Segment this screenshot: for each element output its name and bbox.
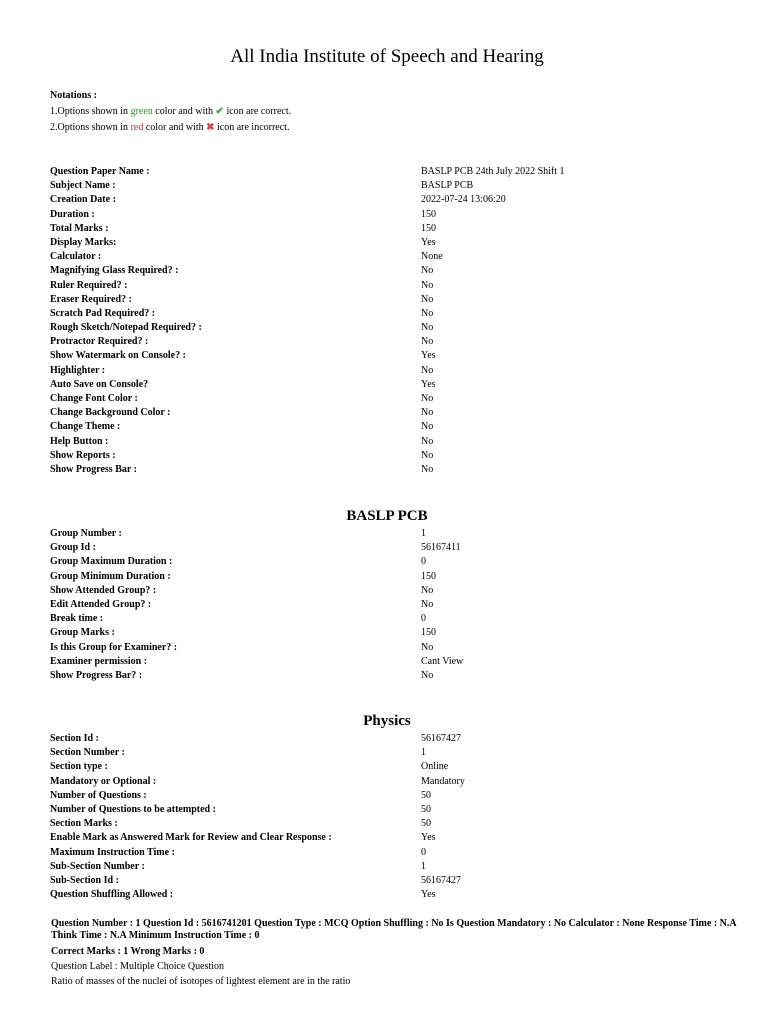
info-label: Ruler Required? : — [50, 279, 128, 291]
info-value: 1 — [421, 860, 426, 872]
info-label: Show Progress Bar? : — [50, 669, 143, 681]
info-value: No — [421, 407, 434, 419]
info-row — [50, 236, 730, 250]
info-row — [50, 775, 730, 789]
info-row — [50, 208, 730, 222]
info-value: 150 — [421, 222, 436, 234]
info-row — [50, 746, 730, 760]
info-label: Examiner permission : — [50, 655, 148, 667]
info-value: No — [421, 641, 434, 653]
info-label: Group Number : — [50, 528, 122, 539]
info-row — [50, 463, 730, 477]
info-label: Group Maximum Duration : — [50, 556, 173, 568]
info-label: Section type : — [50, 761, 108, 773]
info-label: Group Id : — [50, 542, 96, 554]
notation-text: color and with — [143, 122, 207, 133]
info-label: Change Font Color : — [50, 393, 138, 404]
info-value: 50 — [421, 818, 431, 830]
info-label: Sub-Section Number : — [50, 860, 145, 872]
info-value: 1 — [421, 747, 426, 759]
info-label: Question Paper Name : — [50, 166, 150, 177]
info-label: Total Marks : — [50, 222, 109, 234]
info-label: Show Progress Bar : — [50, 463, 137, 475]
info-value: 50 — [421, 789, 431, 801]
info-row — [50, 293, 730, 307]
info-row — [50, 449, 730, 463]
info-row — [50, 584, 730, 598]
info-row — [50, 420, 730, 434]
question-block — [51, 918, 741, 988]
info-row — [50, 555, 730, 569]
info-value: No — [421, 598, 434, 610]
info-value: 0 — [421, 846, 426, 858]
info-label: Display Marks: — [50, 236, 117, 248]
info-label: Section Id : — [50, 733, 99, 744]
info-row — [50, 789, 730, 803]
info-value: No — [421, 293, 434, 305]
info-row — [50, 264, 730, 278]
question-meta: Question Number : 1 Question Id : 5616741201 Question Type : MCQ Option Shuffling : No Is Question Mandatory : No Calculator : None Response Time : N.A Think Time : N.A Minimum Instruction Time : 0 — [51, 918, 737, 941]
info-row — [50, 888, 730, 902]
notation-text: color and with — [152, 106, 216, 117]
info-value: Yes — [421, 889, 436, 901]
info-label: Help Button : — [50, 435, 109, 447]
info-label: Number of Questions to be attempted : — [50, 803, 216, 815]
info-value: Mandatory — [421, 775, 465, 787]
info-value: 150 — [421, 208, 436, 220]
group-info-table — [50, 527, 730, 683]
notation-text: icon are correct. — [223, 106, 292, 117]
info-value: No — [421, 669, 434, 681]
question-marks: Correct Marks : 1 Wrong Marks : 0 — [51, 946, 205, 957]
info-value: Yes — [421, 378, 436, 390]
info-row — [50, 435, 730, 449]
info-row — [50, 860, 730, 874]
red-word: red — [130, 122, 144, 133]
section-info-table — [50, 732, 730, 902]
info-value: No — [421, 393, 434, 404]
info-row — [50, 307, 730, 321]
info-label: Rough Sketch/Notepad Required? : — [50, 322, 202, 334]
info-row — [50, 193, 730, 207]
info-row — [50, 626, 730, 640]
info-row — [50, 165, 730, 179]
info-row — [50, 321, 730, 335]
notation-text: 2.Options shown in — [50, 122, 131, 133]
info-label: Show Attended Group? : — [50, 584, 157, 596]
info-value: Yes — [421, 236, 436, 248]
info-label: Number of Questions : — [50, 789, 147, 801]
info-value: 56167427 — [421, 874, 461, 886]
info-value: 56167411 — [421, 542, 461, 554]
info-label: Change Background Color : — [50, 407, 171, 419]
info-label: Maximum Instruction Time : — [50, 846, 175, 858]
info-label: Sub-Section Id : — [50, 874, 119, 886]
info-label: Magnifying Glass Required? : — [50, 265, 179, 277]
info-row — [50, 527, 730, 541]
info-row — [50, 641, 730, 655]
paper-info-table — [50, 165, 730, 477]
info-label: Edit Attended Group? : — [50, 598, 152, 610]
info-label: Eraser Required? : — [50, 293, 132, 305]
info-value: BASLP PCB — [421, 180, 474, 192]
info-value: 56167427 — [421, 733, 461, 744]
info-row — [50, 406, 730, 420]
page-title: All India Institute of Speech and Hearing — [230, 46, 544, 67]
info-row — [50, 179, 730, 193]
info-value: 2022-07-24 13:06:20 — [421, 194, 506, 206]
info-label: Calculator : — [50, 251, 102, 263]
info-row — [50, 222, 730, 236]
info-row — [50, 846, 730, 860]
info-value: Yes — [421, 832, 436, 844]
info-value: No — [421, 364, 434, 376]
info-row — [50, 655, 730, 669]
info-value: Yes — [421, 350, 436, 362]
info-row — [50, 831, 730, 845]
info-label: Auto Save on Console? — [50, 378, 149, 390]
info-label: Question Shuffling Allowed : — [50, 889, 174, 901]
info-value: 150 — [421, 570, 436, 582]
info-label: Break time : — [50, 613, 104, 625]
section-heading: Physics — [363, 713, 411, 729]
notation-correct — [50, 104, 291, 120]
info-value: BASLP PCB 24th July 2022 Shift 1 — [421, 166, 565, 177]
info-row — [50, 364, 730, 378]
info-value: 1 — [421, 528, 426, 539]
info-label: Enable Mark as Answered Mark for Review and Clear Response : — [50, 832, 332, 844]
question-text: Ratio of masses of the nuclei of isotopes of lightest element are in the ratio — [51, 976, 351, 987]
info-row — [50, 598, 730, 612]
info-value: No — [421, 449, 434, 461]
info-value: None — [421, 251, 443, 263]
info-label: Mandatory or Optional : — [50, 775, 157, 787]
notation-incorrect — [50, 120, 291, 136]
info-label: Highlighter : — [50, 364, 106, 376]
check-icon: ✔ — [215, 106, 224, 117]
info-label: Group Marks : — [50, 627, 115, 639]
info-row — [50, 612, 730, 626]
info-label: Protractor Required? : — [50, 336, 149, 348]
info-value: 50 — [421, 803, 431, 815]
info-row — [50, 378, 730, 392]
group-heading: BASLP PCB — [346, 508, 428, 524]
notations — [50, 88, 291, 136]
info-value: Cant View — [421, 655, 464, 667]
info-value: 0 — [421, 613, 426, 625]
info-value: No — [421, 307, 434, 319]
question-label: Question Label : Multiple Choice Question — [51, 961, 225, 972]
info-row — [50, 541, 730, 555]
notation-text: icon are incorrect. — [214, 122, 290, 133]
info-label: Section Marks : — [50, 818, 118, 830]
notations-heading: Notations : — [50, 90, 97, 101]
info-value: No — [421, 584, 434, 596]
info-row — [50, 570, 730, 584]
info-value: 150 — [421, 627, 436, 639]
info-label: Show Watermark on Console? : — [50, 350, 186, 362]
info-label: Change Theme : — [50, 421, 121, 433]
info-value: No — [421, 463, 434, 475]
info-row — [50, 349, 730, 363]
info-row — [50, 669, 730, 683]
cross-icon: ✖ — [206, 122, 215, 133]
info-value: No — [421, 322, 434, 334]
info-label: Scratch Pad Required? : — [50, 307, 156, 319]
info-row — [50, 335, 730, 349]
info-label: Duration : — [50, 208, 95, 220]
info-label: Is this Group for Examiner? : — [50, 641, 178, 653]
info-label: Subject Name : — [50, 180, 116, 192]
info-row — [50, 803, 730, 817]
info-value: 0 — [421, 556, 426, 568]
info-row — [50, 817, 730, 831]
info-label: Group Minimum Duration : — [50, 570, 171, 582]
info-value: Online — [421, 761, 449, 773]
info-label: Creation Date : — [50, 194, 116, 206]
info-row — [50, 279, 730, 293]
info-value: No — [421, 265, 434, 277]
green-word: green — [130, 106, 153, 117]
info-value: No — [421, 336, 434, 348]
info-value: No — [421, 279, 434, 291]
info-value: No — [421, 421, 434, 433]
info-label: Show Reports : — [50, 449, 116, 461]
info-label: Section Number : — [50, 747, 125, 759]
info-row — [50, 874, 730, 888]
info-row — [50, 392, 730, 406]
info-row — [50, 250, 730, 264]
info-row — [50, 760, 730, 774]
info-value: No — [421, 435, 434, 447]
info-row — [50, 732, 730, 746]
notation-text: 1.Options shown in — [50, 106, 131, 117]
